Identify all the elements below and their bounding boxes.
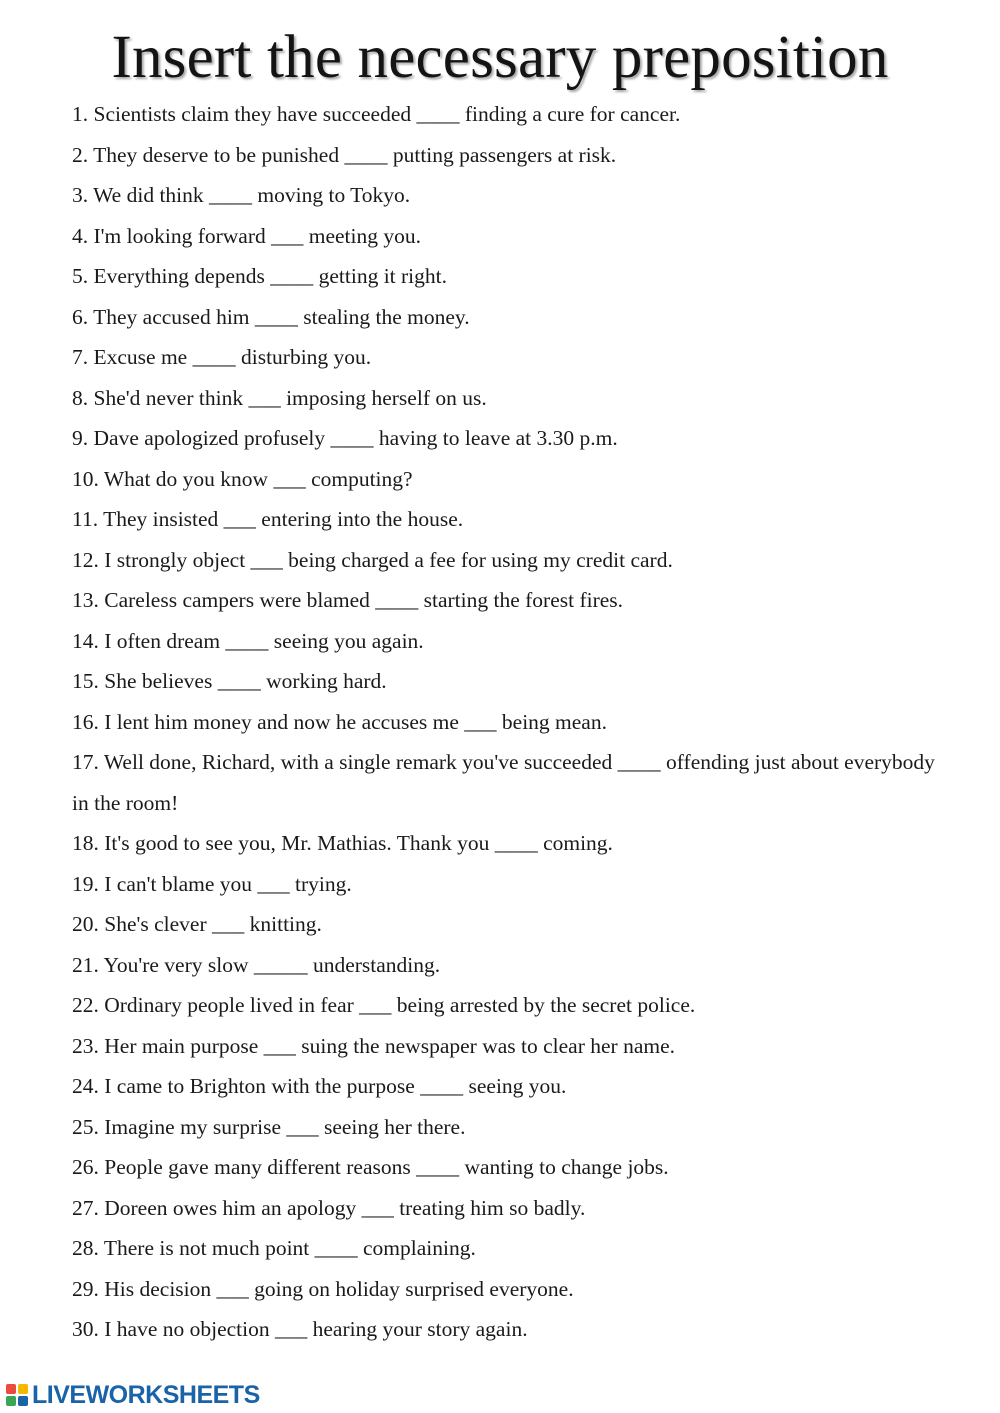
- question-item: 25. Imagine my surprise ___ seeing her there.: [72, 1114, 466, 1139]
- logo-text: LIVEWORKSHEETS: [32, 1381, 260, 1409]
- question-item: 24. I came to Brighton with the purpose ____ seeing you.: [72, 1074, 567, 1098]
- question-item: 27. Doreen owes him an apology ___ treating him so badly.: [72, 1195, 586, 1220]
- question-item: 6. They accused him ____ stealing the money.: [72, 304, 470, 329]
- question-item: 7. Excuse me ____ disturbing you.: [72, 345, 372, 369]
- question-item: 29. His decision ___ going on holiday surprised everyone.: [72, 1276, 574, 1301]
- question-item: 16. I lent him money and now he accuses me ___ being mean.: [72, 709, 607, 734]
- liveworksheets-logo-icon: [6, 1384, 28, 1406]
- question-item: 17. Well done, Richard, with a single remark you've succeeded ____ offending just about everybody in the room!: [72, 750, 935, 815]
- liveworksheets-logo: [6, 1380, 260, 1410]
- question-item: 5. Everything depends ____ getting it right.: [72, 264, 448, 288]
- question-item: 10. What do you know ___ computing?: [72, 466, 413, 491]
- question-item: 4. I'm looking forward ___ meeting you.: [72, 223, 422, 248]
- question-item: 19. I can't blame you ___ trying.: [72, 871, 352, 896]
- question-item: 1. Scientists claim they have succeeded ____ finding a cure for cancer.: [72, 102, 681, 126]
- logo-square-blue: [18, 1396, 28, 1406]
- worksheet-title: Insert the necessary preposition: [111, 24, 889, 91]
- logo-square-yellow: [18, 1384, 28, 1394]
- question-item: 3. We did think ____ moving to Tokyo.: [72, 183, 411, 207]
- question-item: 9. Dave apologized profusely ____ having to leave at 3.30 p.m.: [72, 426, 618, 450]
- question-item: 2. They deserve to be punished ____ putting passengers at risk.: [72, 142, 617, 167]
- question-item: 22. Ordinary people lived in fear ___ being arrested by the secret police.: [72, 993, 696, 1017]
- logo-square-red: [6, 1384, 16, 1394]
- question-item: 13. Careless campers were blamed ____ starting the forest fires.: [72, 588, 624, 612]
- question-item: 30. I have no objection ___ hearing your story again.: [72, 1317, 528, 1341]
- question-item: 8. She'd never think ___ imposing herself on us.: [72, 385, 487, 410]
- question-item: 21. You're very slow _____ understanding.: [72, 952, 441, 977]
- question-item: 14. I often dream ____ seeing you again.: [72, 628, 424, 653]
- question-item: 12. I strongly object ___ being charged a fee for using my credit card.: [72, 547, 673, 572]
- question-item: 23. Her main purpose ___ suing the newspaper was to clear her name.: [72, 1033, 676, 1058]
- question-item: 11. They insisted ___ entering into the house.: [72, 507, 464, 531]
- question-item: 15. She believes ____ working hard.: [72, 669, 387, 693]
- question-item: 20. She's clever ___ knitting.: [72, 912, 322, 936]
- question-item: 28. There is not much point ____ complaining.: [72, 1236, 476, 1260]
- logo-square-green: [6, 1396, 16, 1406]
- question-list: [72, 94, 952, 1350]
- question-item: 18. It's good to see you, Mr. Mathias. Thank you ____ coming.: [72, 831, 613, 855]
- question-item: 26. People gave many different reasons ____ wanting to change jobs.: [72, 1155, 669, 1179]
